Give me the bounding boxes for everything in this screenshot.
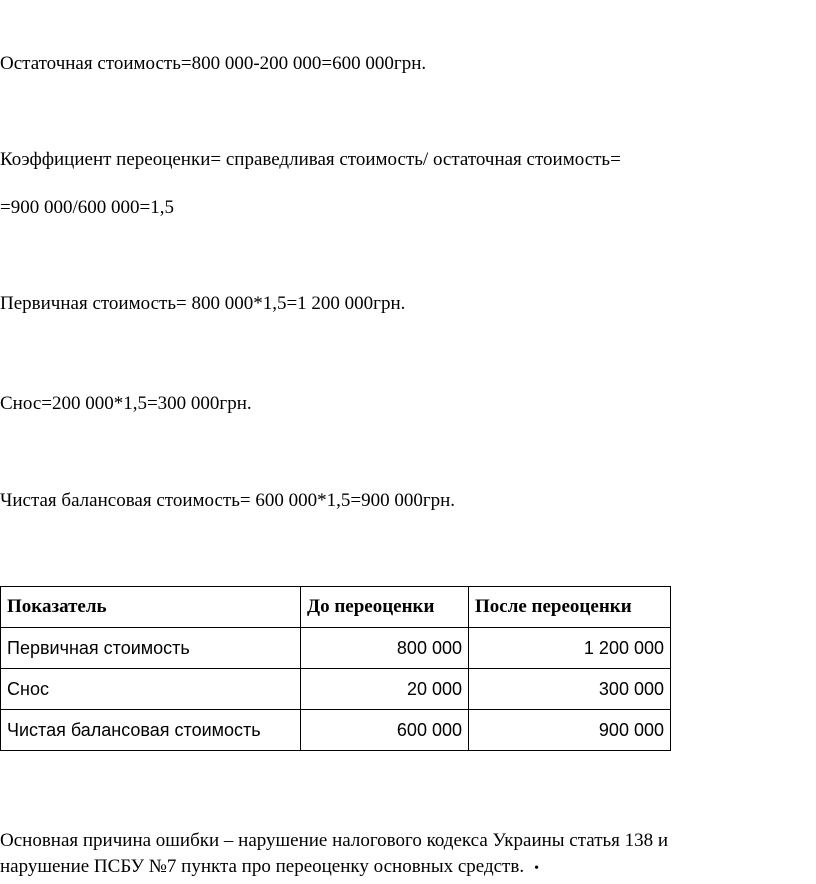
table-row [1, 628, 671, 669]
revaluation-table [0, 586, 671, 751]
revaluation-coefficient-value: =900 000/600 000=1,5 [0, 197, 174, 218]
depreciation-line: Снос=200 000*1,5=300 000грн. [0, 393, 252, 414]
row-label: Снос [1, 669, 301, 710]
table-row [1, 669, 671, 710]
conclusion-paragraph [0, 828, 816, 882]
column-header-after: После переоценки [469, 587, 671, 628]
conclusion-line-2: нарушение ПСБУ №7 пункта про переоценку основных средств. [0, 856, 525, 877]
row-label: Чистая балансовая стоимость [1, 710, 301, 751]
column-header-before: До переоценки [301, 587, 469, 628]
row-label: Первичная стоимость [1, 628, 301, 669]
value-before: 800 000 [301, 628, 469, 669]
table-row [1, 710, 671, 751]
value-after: 300 000 [469, 669, 671, 710]
value-before: 20 000 [301, 669, 469, 710]
value-after: 1 200 000 [469, 628, 671, 669]
initial-value-line: Первичная стоимость= 800 000*1,5=1 200 000грн. [0, 293, 406, 314]
bullet-icon: • [534, 861, 539, 876]
revaluation-coefficient-formula: Коэффициент переоценки= справедливая стоимость/ остаточная стоимость= [0, 149, 621, 170]
residual-value-line: Остаточная стоимость=800 000-200 000=600 000грн. [0, 53, 427, 74]
value-after: 900 000 [469, 710, 671, 751]
value-before: 600 000 [301, 710, 469, 751]
column-header-indicator: Показатель [1, 587, 301, 628]
net-book-value-line: Чистая балансовая стоимость= 600 000*1,5=900 000грн. [0, 490, 456, 511]
conclusion-line-1: Основная причина ошибки – нарушение налогового кодекса Украины статья 138 и [0, 830, 669, 851]
table-header-row [1, 587, 671, 628]
